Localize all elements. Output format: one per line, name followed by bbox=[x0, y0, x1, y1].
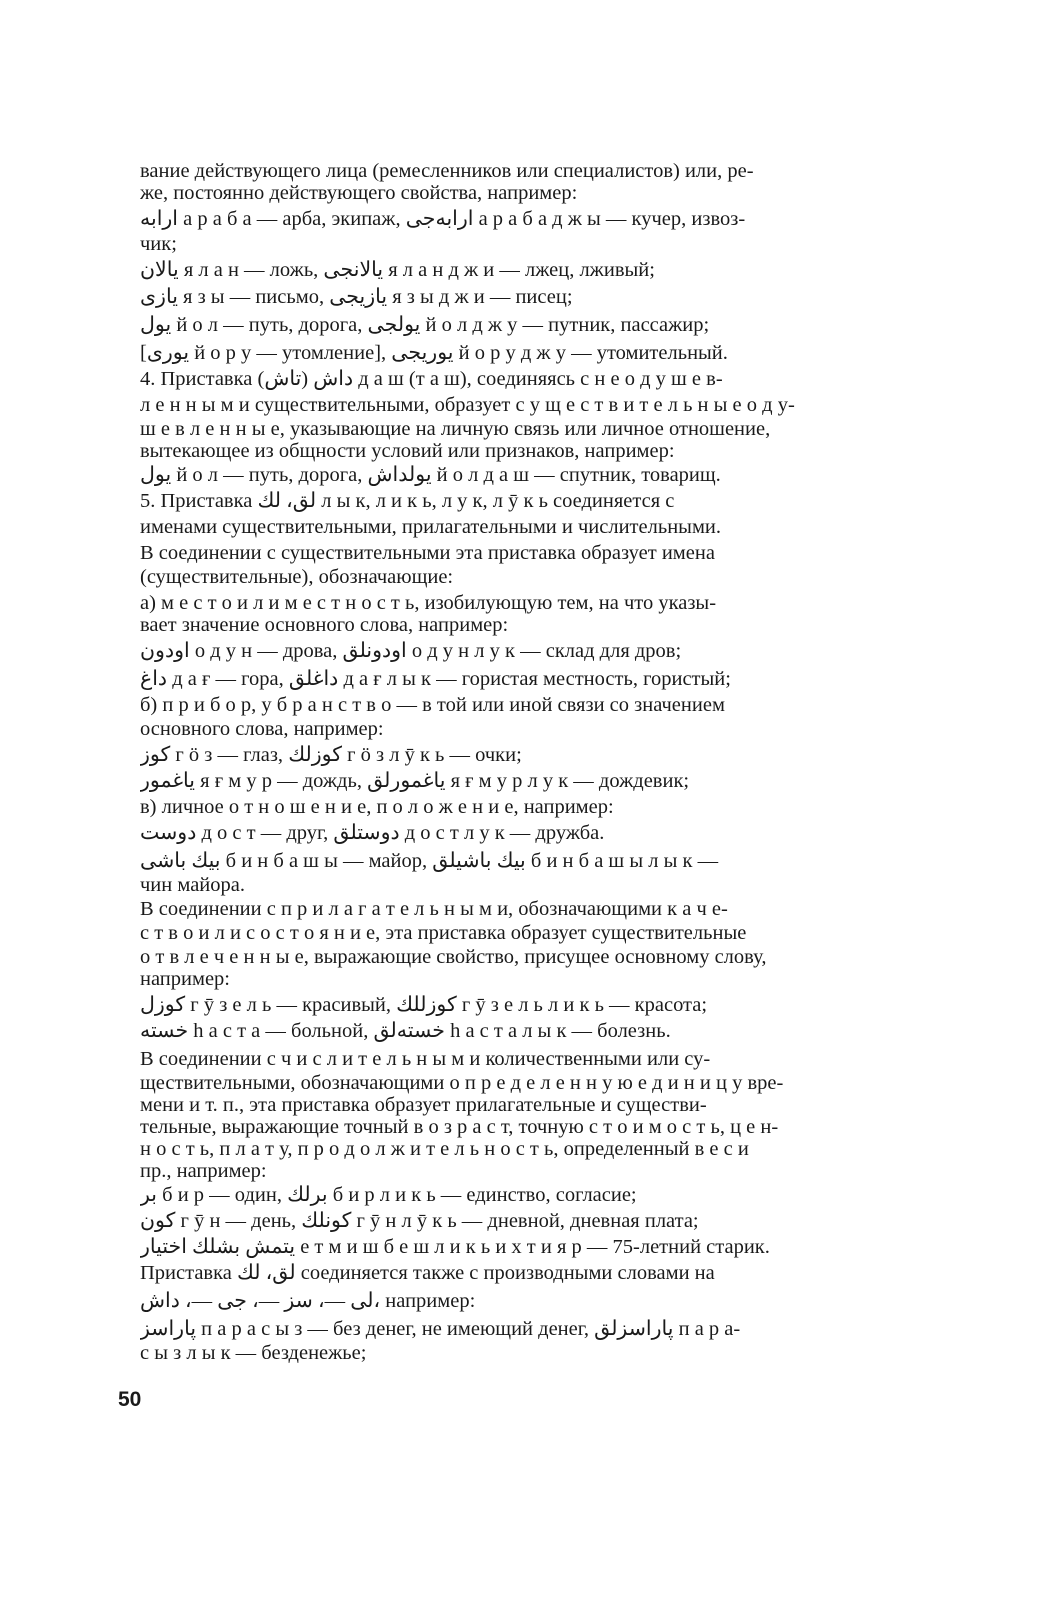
text-line: вытекающее из общности условий или признаков, например: bbox=[140, 440, 675, 462]
text-line: с ы з л ы к — безденежье; bbox=[140, 1342, 367, 1364]
text-line: ш е в л е н н ы е, указывающие на личную связь или личное отношение, bbox=[140, 418, 771, 440]
text-line: в) личное о т н о ш е н и е, п о л о ж е н и е, например: bbox=[140, 796, 614, 818]
text-line: вает значение основного слова, например: bbox=[140, 614, 509, 636]
text-line: ществительными, обозначающими о п р е д е л е н н у ю е д и н и ц у вре- bbox=[140, 1072, 784, 1094]
text-line: ارابه а р а б а — арба, экипаж, ارابه‌جی а р а б а д ж ы — кучер, извоз- bbox=[140, 208, 746, 230]
text-line: 5. Приставка لق، لك л ы к, л и к ь, л у к, л ӯ к ь соединяется с bbox=[140, 490, 675, 512]
text-line: اودون о д у н — дрова, اودونلق о д у н л у к — склад для дров; bbox=[140, 640, 682, 662]
text-line: л е н н ы м и существительными, образует с у щ е с т в и т е л ь н ы е о д у- bbox=[140, 394, 795, 416]
text-line: же, постоянно действующего свойства, например: bbox=[140, 182, 578, 204]
text-line: یالان я л а н — ложь, یالانجی я л а н д ж и — лжец, лживый; bbox=[140, 259, 655, 281]
text-line: а) м е с т о и л и м е с т н о с т ь, изобилующую тем, на что указы- bbox=[140, 592, 717, 614]
text-line: یتمش بشلك اختیار е т м и ш б е ш л и к ь и х т и я р — 75-летний старик. bbox=[140, 1236, 770, 1258]
text-line: с т в о и л и с о с т о я н и е, эта приставка образует существительные bbox=[140, 922, 747, 944]
text-line: например: bbox=[140, 968, 231, 990]
text-line: 4. Приставка داش (تاش) д а ш (т а ш), соединяясь с н е о д у ш е в- bbox=[140, 368, 723, 390]
text-line: پاراسز п а р а с ы з — без денег, не имеющий денег, پاراسزلق п а р а- bbox=[140, 1318, 741, 1340]
text-line: основного слова, например: bbox=[140, 718, 384, 740]
text-line: داغ д а ғ — гора, داغلق д а ғ л ы к — гористая местность, гористый; bbox=[140, 668, 731, 690]
text-line: чин майора. bbox=[140, 874, 246, 896]
text-line: именами существительными, прилагательными и числительными. bbox=[140, 516, 722, 538]
text-line: тельные, выражающие точный в о з р а с т, точную с т о и м о с т ь, ц е н- bbox=[140, 1116, 779, 1138]
text-line: بیك باشی б и н б а ш ы — майор, بیك باشیلق б и н б а ш ы л ы к — bbox=[140, 850, 719, 872]
text-line: Приставка لق، لك соединяется также с производными словами на bbox=[140, 1262, 715, 1284]
text-line: کوزل г ӯ з е л ь — красивый, کوزللك г ӯ з е л ь л и к ь — красота; bbox=[140, 994, 708, 1016]
page-number: 50 bbox=[118, 1388, 142, 1411]
text-line: بر б и р — один, برلك б и р л и к ь — единство, согласие; bbox=[140, 1184, 637, 1206]
text-line: یول й о л — путь, дорога, یولداش й о л д а ш — спутник, товарищ. bbox=[140, 464, 721, 486]
text-line: کوز г ӧ з — глаз, کوزلك г ӧ з л ӯ к ь — очки; bbox=[140, 744, 522, 766]
text-line: یول й о л — путь, дорога, یولجی й о л д ж у — путник, пассажир; bbox=[140, 314, 710, 336]
text-line: خسته һ а с т а — больной, خسته‌لق һ а с т а л ы к — болезнь. bbox=[140, 1020, 671, 1042]
text-line: В соединении с существительными эта приставка образует имена bbox=[140, 542, 715, 564]
text-line: В соединении с ч и с л и т е л ь н ы м и количественными или су- bbox=[140, 1048, 711, 1070]
text-line: мени и т. п., эта приставка образует прилагательные и существи- bbox=[140, 1094, 707, 1116]
text-line: [یوری й о р у — утомление], یوریجی й о р у д ж у — утомительный. bbox=[140, 342, 728, 364]
text-line: یاغمور я ғ м у р — дождь, یاغمورلق я ғ м у р л у к — дождевик; bbox=[140, 770, 690, 792]
text-line: вание действующего лица (ремесленников или специалистов) или, ре- bbox=[140, 160, 754, 182]
text-line: В соединении с п р и л а г а т е л ь н ы м и, обозначающими к а ч е- bbox=[140, 898, 728, 920]
text-line: (существительные), обозначающие: bbox=[140, 566, 454, 588]
text-line: لی —، سز —، جی —، داش، например: bbox=[140, 1290, 476, 1312]
text-line: чик; bbox=[140, 233, 177, 255]
text-line: о т в л е ч е н н ы е, выражающие свойство, присущее основному слову, bbox=[140, 946, 767, 968]
text-line: н о с т ь, п л а т у, п р о д о л ж и т е л ь н о с т ь, определенный в е с и bbox=[140, 1138, 749, 1160]
text-line: کون г ӯ н — день, کونلك г ӯ н л ӯ к ь — дневной, дневная плата; bbox=[140, 1210, 699, 1232]
text-line: б) п р и б о р, у б р а н с т в о — в той или иной связи со значением bbox=[140, 694, 725, 716]
text-line: пр., например: bbox=[140, 1160, 267, 1182]
text-line: یازی я з ы — письмо, یازیجی я з ы д ж и — писец; bbox=[140, 286, 573, 308]
text-line: دوست д о с т — друг, دوستلق д о с т л у к — дружба. bbox=[140, 822, 605, 844]
